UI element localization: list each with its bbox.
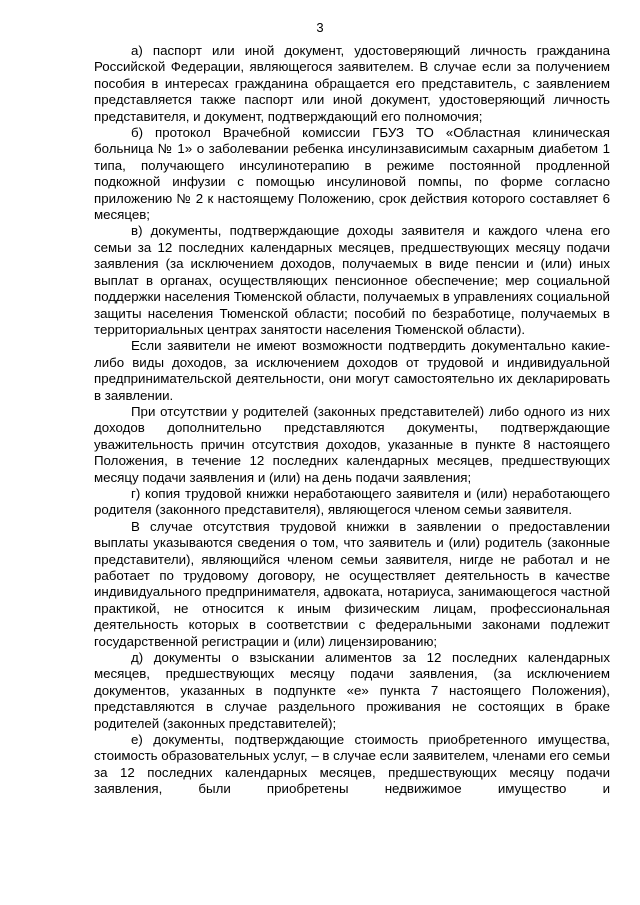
paragraph-v-income-documents: в) документы, подтверждающие доходы заявителя и каждого члена его семьи за 12 последних календарных месяцев, предшествующих месяцу подачи заявления (за исключением доходов, получаемых в виде пенсии и (или) иных выплат в органах, осуществляющих пенсионное обеспечение; мер социальной поддержки населения Тюменской области, получаемых в управлениях социальной защиты населения Тюменской области; пособий по безработице, получаемых в территориальных центрах занятости населения Тюменской области). bbox=[94, 223, 610, 337]
paragraph-no-work-book: В случае отсутствия трудовой книжки в заявлении о предоставлении выплаты указываются сведения о том, что заявитель и (или) родитель (законные представители), являющийся членом семьи заявителя, нигде не работал и не работает по трудовому договору, не осуществляет деятельность в качестве индивидуального предпринимателя, адвоката, нотариуса, занимающегося частной практикой, не относится к иным физическим лицам, профессиональная деятельность которых в соответствии с федеральными законами подлежит государственной регистрации и (или) лицензированию; bbox=[94, 518, 610, 649]
paragraph-d-alimony: д) документы о взыскании алиментов за 12 последних календарных месяцев, предшествующих месяцу подачи заявления, (за исключением документов, указанных в подпункте «е» пункта 7 настоящего Положения), представляются в случае раздельного проживания не состоящих в браке родителей (законных представителей); bbox=[94, 650, 610, 731]
paragraph-no-income: При отсутствии у родителей (законных представителей) либо одного из них доходов дополнительно представляются документы, подтверждающие уважительность причин отсутствия доходов, указанные в пункте 8 настоящего Положения, в течение 12 последних календарных месяцев, предшествующих месяцу подачи заявления и (или) на день подачи заявления; bbox=[94, 403, 610, 485]
paragraph-e-property-cost: е) документы, подтверждающие стоимость приобретенного имущества, стоимость образовательных услуг, – в случае если заявителем, членами его семьи за 12 последних календарных месяцев, предшествующих месяцу подачи заявления, были приобретены недвижимое имущество и bbox=[94, 732, 610, 797]
page-number: 3 bbox=[316, 20, 324, 35]
paragraph-income-declaration: Если заявители не имеют возможности подтвердить документально какие-либо виды доходов, за исключением доходов от трудовой и индивидуальной предпринимательской деятельности, они могут самостоятельно их декларировать в заявлении. bbox=[94, 338, 610, 403]
paragraph-a-passport: а) паспорт или иной документ, удостоверяющий личность гражданина Российской Федерации, являющегося заявителем. В случае если за получением пособия в интересах гражданина обращается его представитель, с заявлением представляется также паспорт или иной документ, удостоверяющий личность представителя, и документ, подтверждающий его полномочия; bbox=[94, 43, 610, 124]
paragraph-b-medical-protocol: б) протокол Врачебной комиссии ГБУЗ ТО «Областная клиническая больница № 1» о заболевании ребенка инсулинзависимым сахарным диабетом 1 типа, получающего инсулинотерапию в режиме постоянной продленной подкожной инфузии с помощью инсулиновой помпы, по форме согласно приложению № 2 к настоящему Положению, срок действия которого составляет 6 месяцев; bbox=[94, 125, 610, 223]
document-body bbox=[94, 43, 610, 798]
paragraph-g-work-book: г) копия трудовой книжки неработающего заявителя и (или) неработающего родителя (законного представителя), являющегося членом семьи заявителя. bbox=[94, 485, 610, 518]
